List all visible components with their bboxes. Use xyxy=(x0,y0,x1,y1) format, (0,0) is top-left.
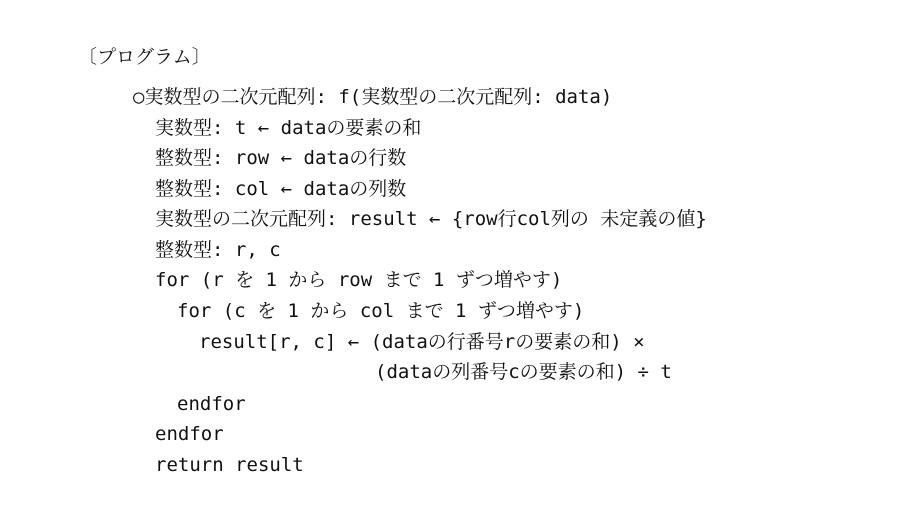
code-line-row: 整数型: row ← dataの行数 xyxy=(155,147,407,169)
code-line-return: return result xyxy=(155,454,304,476)
code-line-result-decl: 実数型の二次元配列: result ← {row行col列の 未定義の値} xyxy=(155,208,707,230)
function-signature: ○実数型の二次元配列: f(実数型の二次元配列: data) xyxy=(133,86,613,108)
code-line-total: 実数型: t ← dataの要素の和 xyxy=(155,117,422,139)
code-line-inner-endfor: endfor xyxy=(177,393,246,415)
code-line-col: 整数型: col ← dataの列数 xyxy=(155,178,407,200)
code-line-outer-endfor: endfor xyxy=(155,423,224,445)
code-line-assignment-cont: (dataの列番号cの要素の和) ÷ t xyxy=(375,361,672,383)
code-line-rc-decl: 整数型: r, c xyxy=(155,239,281,261)
program-heading: 〔プログラム〕 xyxy=(78,46,211,68)
code-line-assignment: result[r, c] ← (dataの行番号rの要素の和) × xyxy=(199,331,645,353)
code-line-inner-for: for (c を 1 から col まで 1 ずつ増やす) xyxy=(177,300,585,322)
code-line-outer-for: for (r を 1 から row まで 1 ずつ増やす) xyxy=(155,269,563,291)
